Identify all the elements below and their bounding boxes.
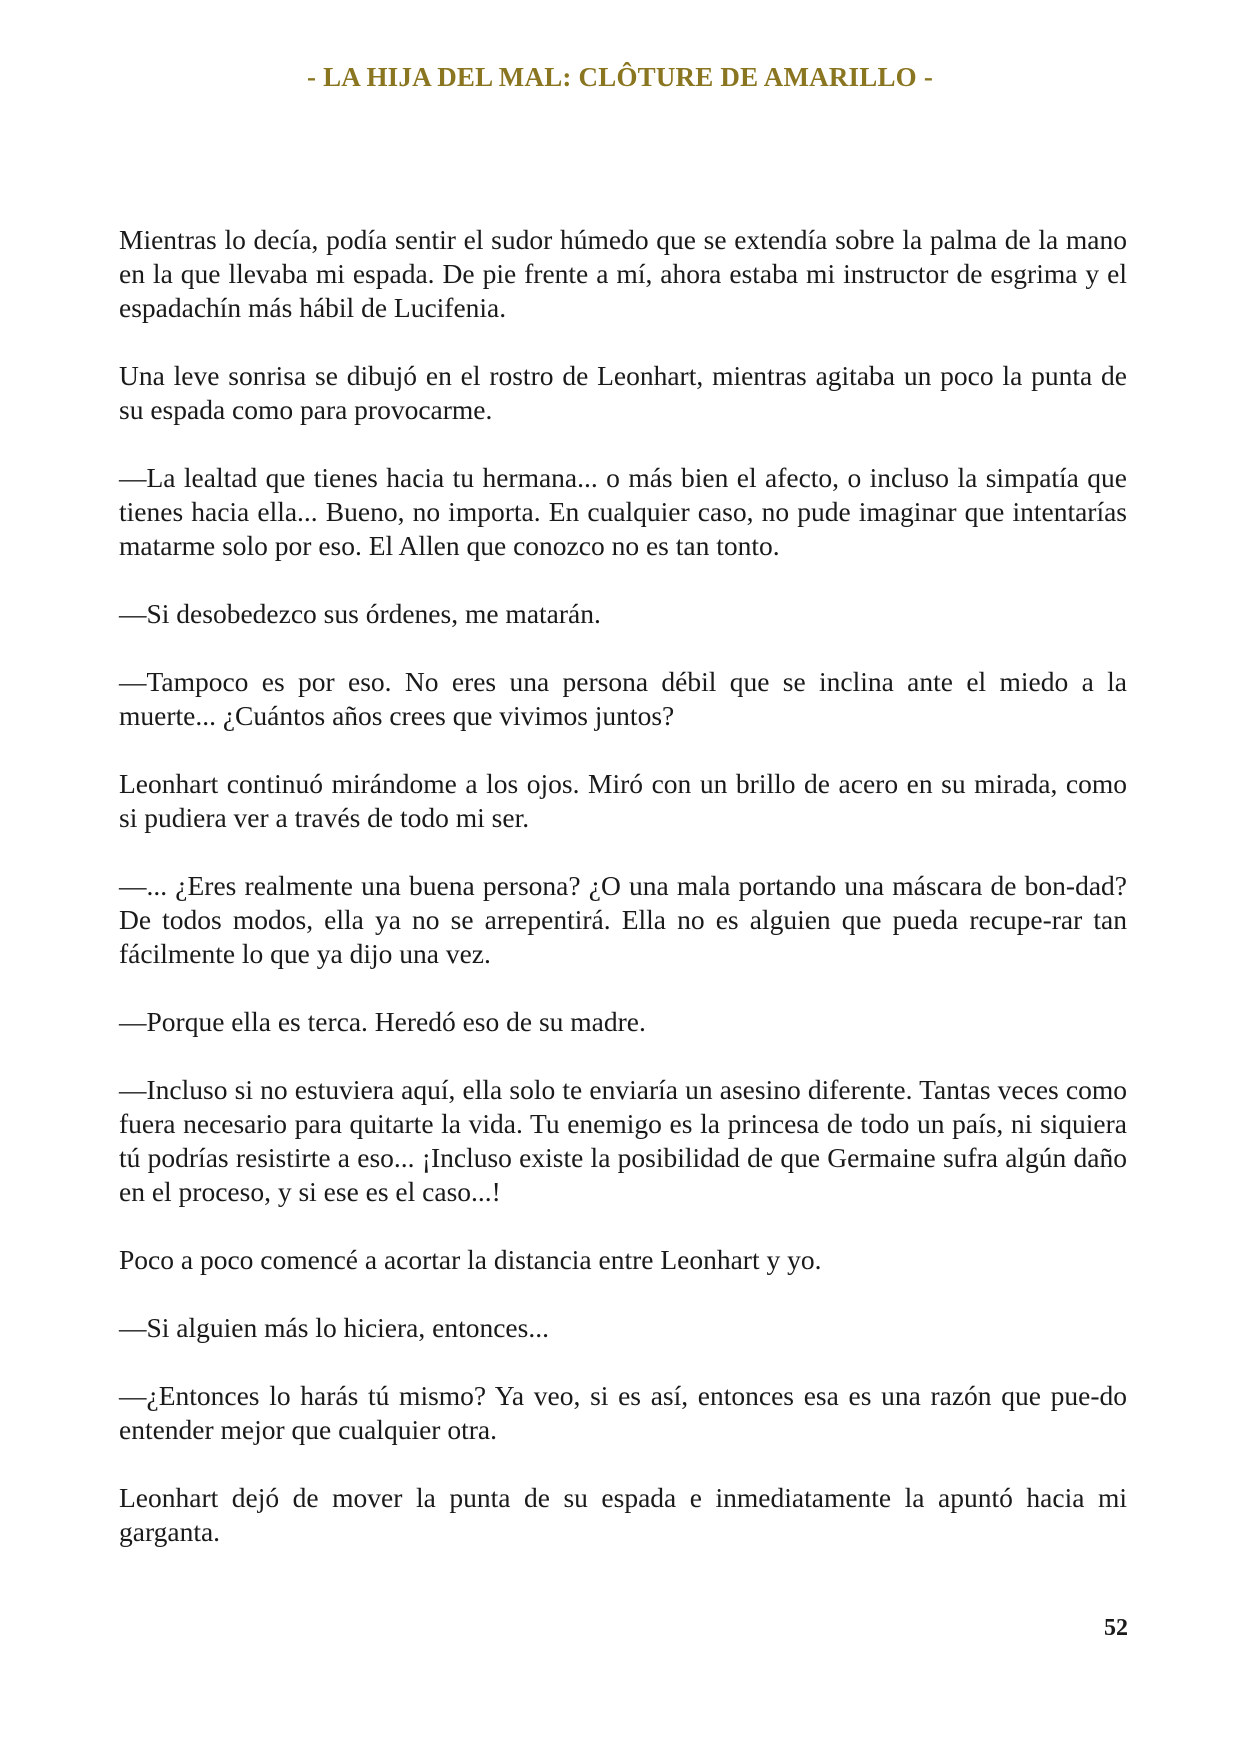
paragraph: Leonhart dejó de mover la punta de su espada e inmediatamente la apuntó hacia mi garganta. — [119, 1482, 1127, 1547]
paragraph: —Porque ella es terca. Heredó eso de su madre. — [119, 1006, 646, 1037]
paragraph: Leonhart continuó mirándome a los ojos. Miró con un brillo de acero en su mirada, como si pudiera ver a través de todo mi ser. — [119, 768, 1127, 833]
paragraph: —Tampoco es por eso. No eres una persona débil que se inclina ante el miedo a la muerte... ¿Cuántos años crees que vivimos juntos? — [119, 666, 1127, 731]
paragraph: —¿Entonces lo harás tú mismo? Ya veo, si es así, entonces esa es una razón que pue-do entender mejor que cualquier otra. — [119, 1380, 1127, 1445]
paragraph: Mientras lo decía, podía sentir el sudor húmedo que se extendía sobre la palma de la mano en la que llevaba mi espada. De pie frente a mí, ahora estaba mi instructor de esgrima y el espadachín más hábil de Lucifenia. — [119, 224, 1127, 323]
paragraph: —Incluso si no estuviera aquí, ella solo te enviaría un asesino diferente. Tantas veces como fuera necesario para quitarte la vida. Tu enemigo es la princesa de todo un país, ni siquiera tú podrías resistirte a eso... ¡Incluso existe la posibilidad de que Germaine sufra algún daño en el proceso, y si ese es el caso...! — [119, 1074, 1127, 1207]
page-title: - LA HIJA DEL MAL: CLÔTURE DE AMARILLO - — [306, 62, 934, 92]
body-text — [119, 223, 1127, 1583]
paragraph: Una leve sonrisa se dibujó en el rostro de Leonhart, mientras agitaba un poco la punta de su espada como para provocarme. — [119, 360, 1127, 425]
paragraph: Poco a poco comencé a acortar la distancia entre Leonhart y yo. — [119, 1244, 822, 1275]
paragraph: —... ¿Eres realmente una buena persona? ¿O una mala portando una máscara de bon-dad? De todos modos, ella ya no se arrepentirá. Ella no es alguien que pueda recupe-rar tan fácilmente lo que ya dijo una vez. — [119, 870, 1127, 969]
paragraph: —La lealtad que tienes hacia tu hermana... o más bien el afecto, o incluso la simpatía que tienes hacia ella... Bueno, no importa. En cualquier caso, no pude imaginar que intentarías matarme solo por eso. El Allen que conozco no es tan tonto. — [119, 462, 1127, 561]
paragraph: —Si desobedezco sus órdenes, me matarán. — [119, 598, 601, 629]
page-number: 52 — [1104, 1615, 1128, 1641]
paragraph: —Si alguien más lo hiciera, entonces... — [119, 1312, 549, 1343]
